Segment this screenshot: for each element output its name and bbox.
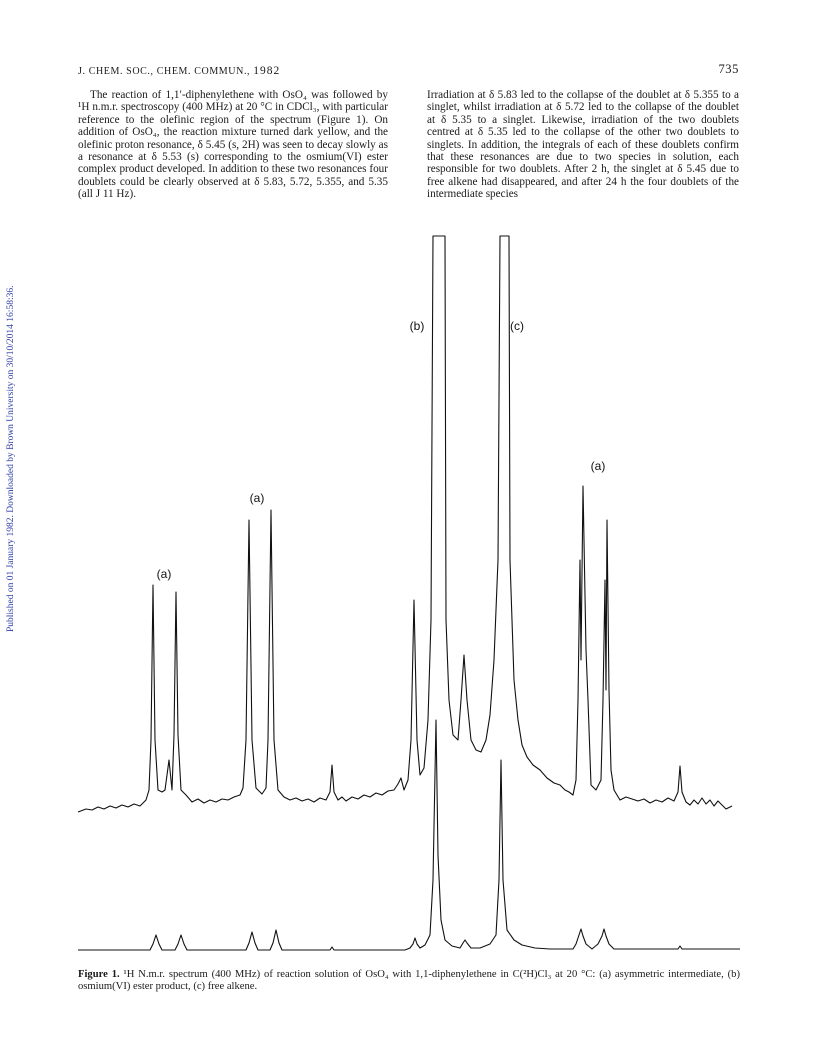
journal-year: 1982	[253, 65, 281, 77]
peak-label-a-left: (a)	[156, 567, 172, 581]
expanded-spectrum-trace	[78, 236, 732, 812]
full-spectrum-trace	[78, 720, 740, 950]
journal-title: J. CHEM. SOC., CHEM. COMMUN.,	[78, 66, 251, 77]
figure-caption-text: ¹H N.m.r. spectrum (400 MHz) of reaction solution of OsO₄ with 1,1-diphenylethene in C(²H)Cl₃ at 20 °C: (a) asymmetric intermediate, (b) osmium(VI) ester product, (c) free alkene.	[78, 969, 740, 992]
peak-label-b: (b)	[409, 319, 425, 333]
figure-caption-label: Figure 1.	[78, 969, 120, 980]
peak-label-a-mid: (a)	[249, 491, 265, 505]
peak-label-c: (c)	[510, 319, 524, 333]
peak-label-a-right: (a)	[590, 459, 606, 473]
download-note: Published on 01 January 1982. Downloaded by Brown University on 30/10/2014 16:58:36.	[6, 285, 16, 632]
figure-caption	[78, 969, 740, 993]
page-number: 735	[718, 62, 739, 76]
left-paragraph: The reaction of 1,1′-diphenylethene with OsO₄ was followed by ¹H n.m.r. spectroscopy (400 MHz) at 20 °C in CDCl₃, with particular reference to the olefinic region of the spectrum (Figure 1). On addition of OsO₄, the reaction mixture turned dark yellow, and the olefinic proton resonance, δ 5.45 (s, 2H) was seen to decay slowly as a resonance at δ 5.53 (s) corresponding to the osmium(VI) ester complex product developed. In addition to these two resonances four doublets could be clearly observed at δ 5.83, 5.72, 5.355, and 5.35 (all J 11 Hz).	[78, 89, 388, 201]
right-paragraph: Irradiation at δ 5.83 led to the collapse of the doublet at δ 5.355 to a singlet, whilst irradiation at δ 5.72 led to the collapse of the doublet at δ 5.35 to a singlet. Likewise, irradiation of the two doublets centred at δ 5.35 led to the collapse of the other two doublets to singlets. In addition, the integrals of each of these doublets confirm that these resonances are due to two species in solution, each responsible for two doublets. After 2 h, the singlet at δ 5.45 due to free alkene had disappeared, and after 24 h the four doublets of the intermediate species	[427, 89, 739, 201]
